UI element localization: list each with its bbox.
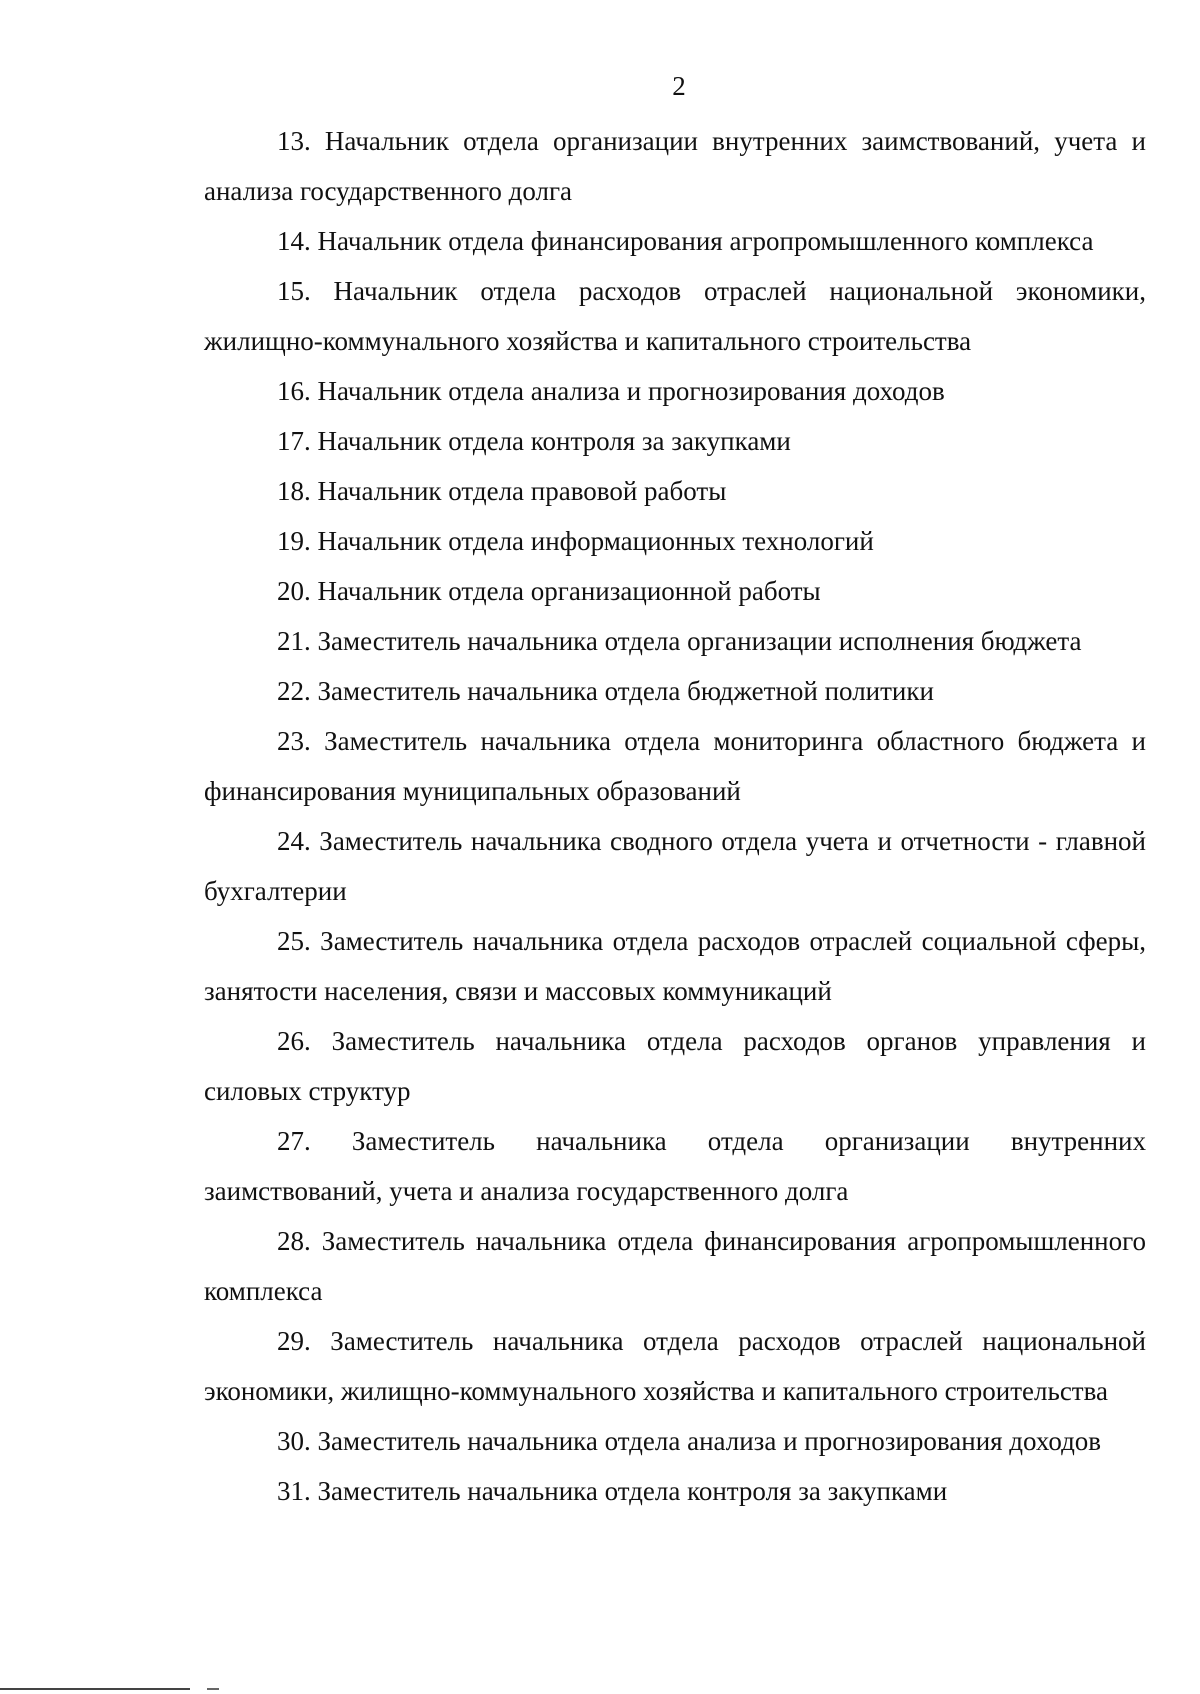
list-item: 28. Заместитель начальника отдела финансирования агропромышленного комплекса (204, 1226, 1146, 1306)
list-item: 19. Начальник отдела информационных технологий (277, 526, 874, 556)
list-item: 14. Начальник отдела финансирования агропромышленного комплекса (277, 226, 1094, 256)
list-item: 21. Заместитель начальника отдела организации исполнения бюджета (277, 626, 1082, 656)
list-item: 18. Начальник отдела правовой работы (277, 476, 727, 506)
footer-rule (0, 1688, 190, 1690)
list-item: 22. Заместитель начальника отдела бюджетной политики (277, 676, 934, 706)
list-item: 31. Заместитель начальника отдела контроля за закупками (277, 1476, 948, 1506)
list-item: 30. Заместитель начальника отдела анализа и прогнозирования доходов (277, 1426, 1102, 1456)
position-list (204, 116, 1146, 1516)
list-item: 27. Заместитель начальника отдела организации внутренних заимствований, учета и анализа государственного долга (204, 1126, 1146, 1206)
list-item: 25. Заместитель начальника отдела расходов отраслей социальной сферы, занятости населения, связи и массовых коммуникаций (204, 926, 1146, 1006)
list-item: 15. Начальник отдела расходов отраслей национальной экономики, жилищно-коммунального хозяйства и капитального строительства (204, 276, 1146, 356)
list-item: 23. Заместитель начальника отдела мониторинга областного бюджета и финансирования муниципальных образований (204, 726, 1146, 806)
list-item: 20. Начальник отдела организационной работы (277, 576, 821, 606)
list-item: 17. Начальник отдела контроля за закупками (277, 426, 791, 456)
list-item: 16. Начальник отдела анализа и прогнозирования доходов (277, 376, 945, 406)
list-item: 13. Начальник отдела организации внутренних заимствований, учета и анализа государственного долга (204, 126, 1146, 206)
list-item: 29. Заместитель начальника отдела расходов отраслей национальной экономики, жилищно-коммунального хозяйства и капитального строительства (204, 1326, 1146, 1406)
list-item: 24. Заместитель начальника сводного отдела учета и отчетности - главной бухгалтерии (204, 826, 1146, 906)
list-item: 26. Заместитель начальника отдела расходов органов управления и силовых структур (204, 1026, 1146, 1106)
footer-rule-mark (207, 1688, 219, 1690)
page-number: 2 (672, 71, 686, 101)
